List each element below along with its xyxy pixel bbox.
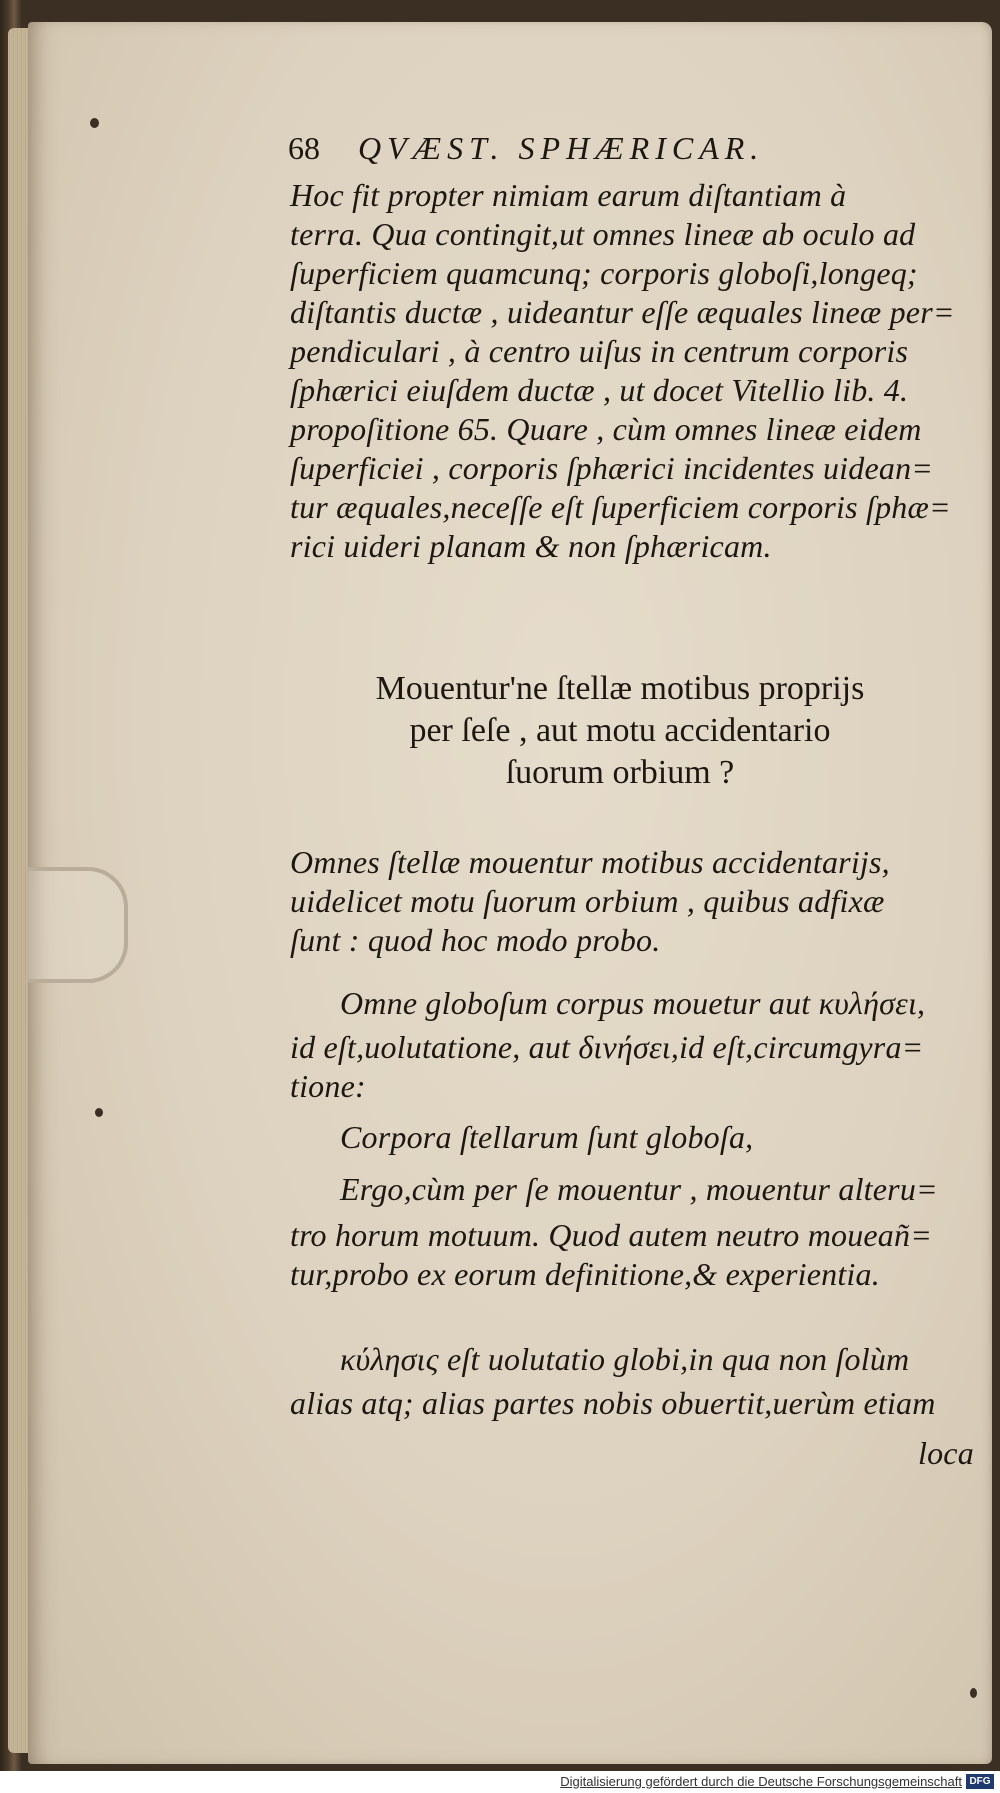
text-line: Corpora ſtellarum ſunt globoſa, <box>340 1119 754 1155</box>
running-head <box>288 130 988 167</box>
footer-bar <box>0 1771 1000 1793</box>
text-line: uidelicet motu ſuorum orbium , quibus adfixæ <box>290 883 885 919</box>
text-line: id eſt,uolutatione, aut δινήσει,id eſt,circumgyra= <box>290 1029 924 1065</box>
heading-line: Mouentur'ne ſtellæ motibus proprijs <box>375 670 865 707</box>
heading-line: per ſeſe , aut motu accidentario <box>409 712 831 749</box>
dfg-logo[interactable]: DFG <box>966 1774 994 1789</box>
text-line: ſuperficiem quamcunq; corporis globoſi,longeq; <box>290 255 918 291</box>
page-number: 68 <box>288 130 320 166</box>
catchword <box>918 1434 988 1473</box>
text-line: Hoc fit propter nimiam earum diſtantiam à <box>290 177 847 213</box>
catchword-text: loca <box>918 1435 974 1471</box>
section-heading <box>300 668 940 794</box>
paragraph-5 <box>340 1170 1000 1209</box>
text-line: tione: <box>290 1068 366 1104</box>
page-clip <box>28 867 128 983</box>
paragraph-1 <box>290 176 990 566</box>
paragraph-5-continued <box>290 1216 990 1294</box>
text-line: terra. Qua contingit,ut omnes lineæ ab oculo ad <box>290 216 916 252</box>
text-line: pendiculari , à centro uiſus in centrum corporis <box>290 333 909 369</box>
text-line: rici uideri planam & non ſphæricam. <box>290 528 772 564</box>
paragraph-2 <box>290 843 990 960</box>
text-line: diſtantis ductæ , uideantur eſſe æquales lineæ per= <box>290 294 955 330</box>
text-line: Omne globoſum corpus mouetur aut κυλήσει, <box>340 985 926 1021</box>
running-title: QVÆST. SPHÆRICAR. <box>358 130 765 166</box>
paragraph-6-continued <box>290 1384 990 1423</box>
text-line: ſphærici eiuſdem ductæ , ut docet Vitellio lib. 4. <box>290 372 909 408</box>
text-line: tur,probo ex eorum definitione,& experientia. <box>290 1256 880 1292</box>
footer-credit-link[interactable]: Digitalisierung gefördert durch die Deutsche Forschungsgemeinschaft <box>560 1774 962 1789</box>
ink-spot <box>970 1688 977 1698</box>
paragraph-3 <box>340 984 1000 1023</box>
paragraph-4 <box>340 1118 1000 1157</box>
heading-line: ſuorum orbium ? <box>505 754 735 791</box>
ink-spot <box>90 118 99 128</box>
paragraph-3-continued <box>290 1028 990 1106</box>
text-line: tur æquales,neceſſe eſt ſuperficiem corporis ſphæ= <box>290 489 951 525</box>
text-line: κύλησις eſt uolutatio globi,in qua non ſolùm <box>340 1341 910 1377</box>
text-line: propoſitione 65. Quare , cùm omnes lineæ eidem <box>290 411 922 447</box>
text-line: ſunt : quod hoc modo probo. <box>290 922 661 958</box>
page-stack-edge <box>8 28 30 1753</box>
ink-spot <box>95 1108 103 1117</box>
paragraph-6 <box>340 1340 1000 1379</box>
text-line: tro horum motuum. Quod autem neutro moueañ= <box>290 1217 933 1253</box>
text-line: Ergo,cùm per ſe mouentur , mouentur alteru= <box>340 1171 938 1207</box>
text-line: Omnes ſtellæ mouentur motibus accidentarijs, <box>290 844 890 880</box>
text-line: alias atq; alias partes nobis obuertit,uerùm etiam <box>290 1385 936 1421</box>
text-line: ſuperficiei , corporis ſphærici incidentes uidean= <box>290 450 934 486</box>
